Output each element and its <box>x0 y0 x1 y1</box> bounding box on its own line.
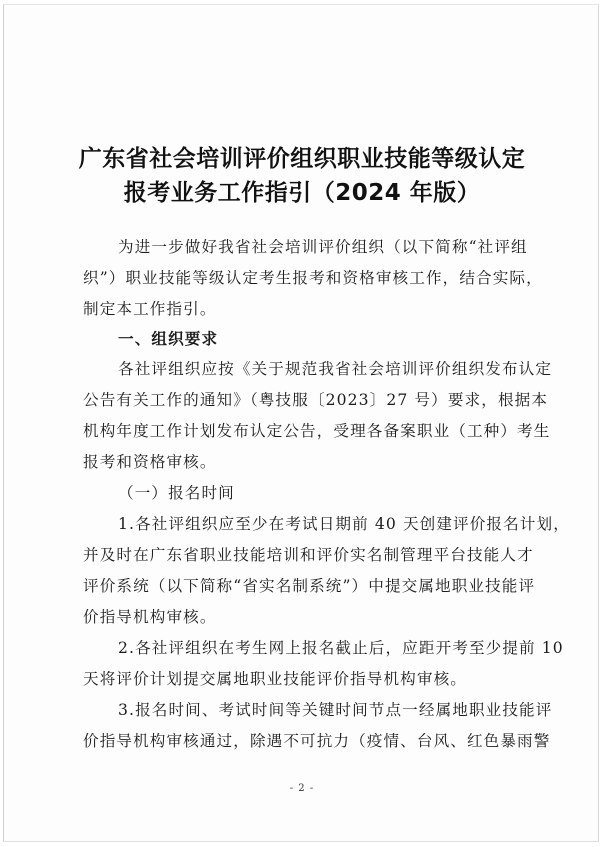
section-1-line-4: 报考和资格审核。 <box>83 453 217 471</box>
item-3-line-1: 3.报名时间、考试时间等关键时间节点一经属地职业技能评 <box>118 701 553 719</box>
item-3-line-2: 价指导机构审核通过，除遇不可抗力（疫情、台风、红色暴雨警 <box>83 732 551 750</box>
document-title-line-2: 报考业务工作指引（2024 年版） <box>123 180 481 206</box>
page-number: - 2 - <box>289 783 315 794</box>
intro-line-2: 织”）职业技能等级认定考生报考和资格审核工作，结合实际， <box>83 269 543 287</box>
item-1-line-1: 1.各社评组织应至少在考试日期前 40 天创建评价报名计划， <box>118 515 570 533</box>
item-1-line-4: 价指导机构审核。 <box>83 608 217 626</box>
intro-line-3: 制定本工作指引。 <box>83 300 217 318</box>
intro-line-1: 为进一步做好我省社会培训评价组织（以下简称“社评组 <box>118 238 528 256</box>
section-1-line-3: 机构年度工作计划发布认定公告，受理各备案职业（工种）考生 <box>83 422 551 440</box>
document-title-line-1: 广东省社会培训评价组织职业技能等级认定 <box>78 146 526 172</box>
item-1-line-3: 评价系统（以下简称“省实名制系统”）中提交属地职业技能评 <box>83 577 536 595</box>
subsection-1-heading: （一）报名时间 <box>118 484 235 502</box>
section-1-line-1: 各社评组织应按《关于规范我省社会培训评价组织发布认定 <box>118 360 553 378</box>
section-1-line-2: 公告有关工作的通知》（粤技服〔2023〕27 号）要求，根据本 <box>83 391 549 409</box>
item-2-line-2: 天将评价计划提交属地职业技能评价指导机构审核。 <box>83 670 467 688</box>
item-1-line-2: 并及时在广东省职业技能培训和评价实名制管理平台技能人才 <box>83 546 534 564</box>
item-2-line-1: 2.各社评组织在考生网上报名截止后，应距开考至少提前 10 <box>118 639 564 657</box>
section-1-heading: 一、组织要求 <box>118 330 219 348</box>
